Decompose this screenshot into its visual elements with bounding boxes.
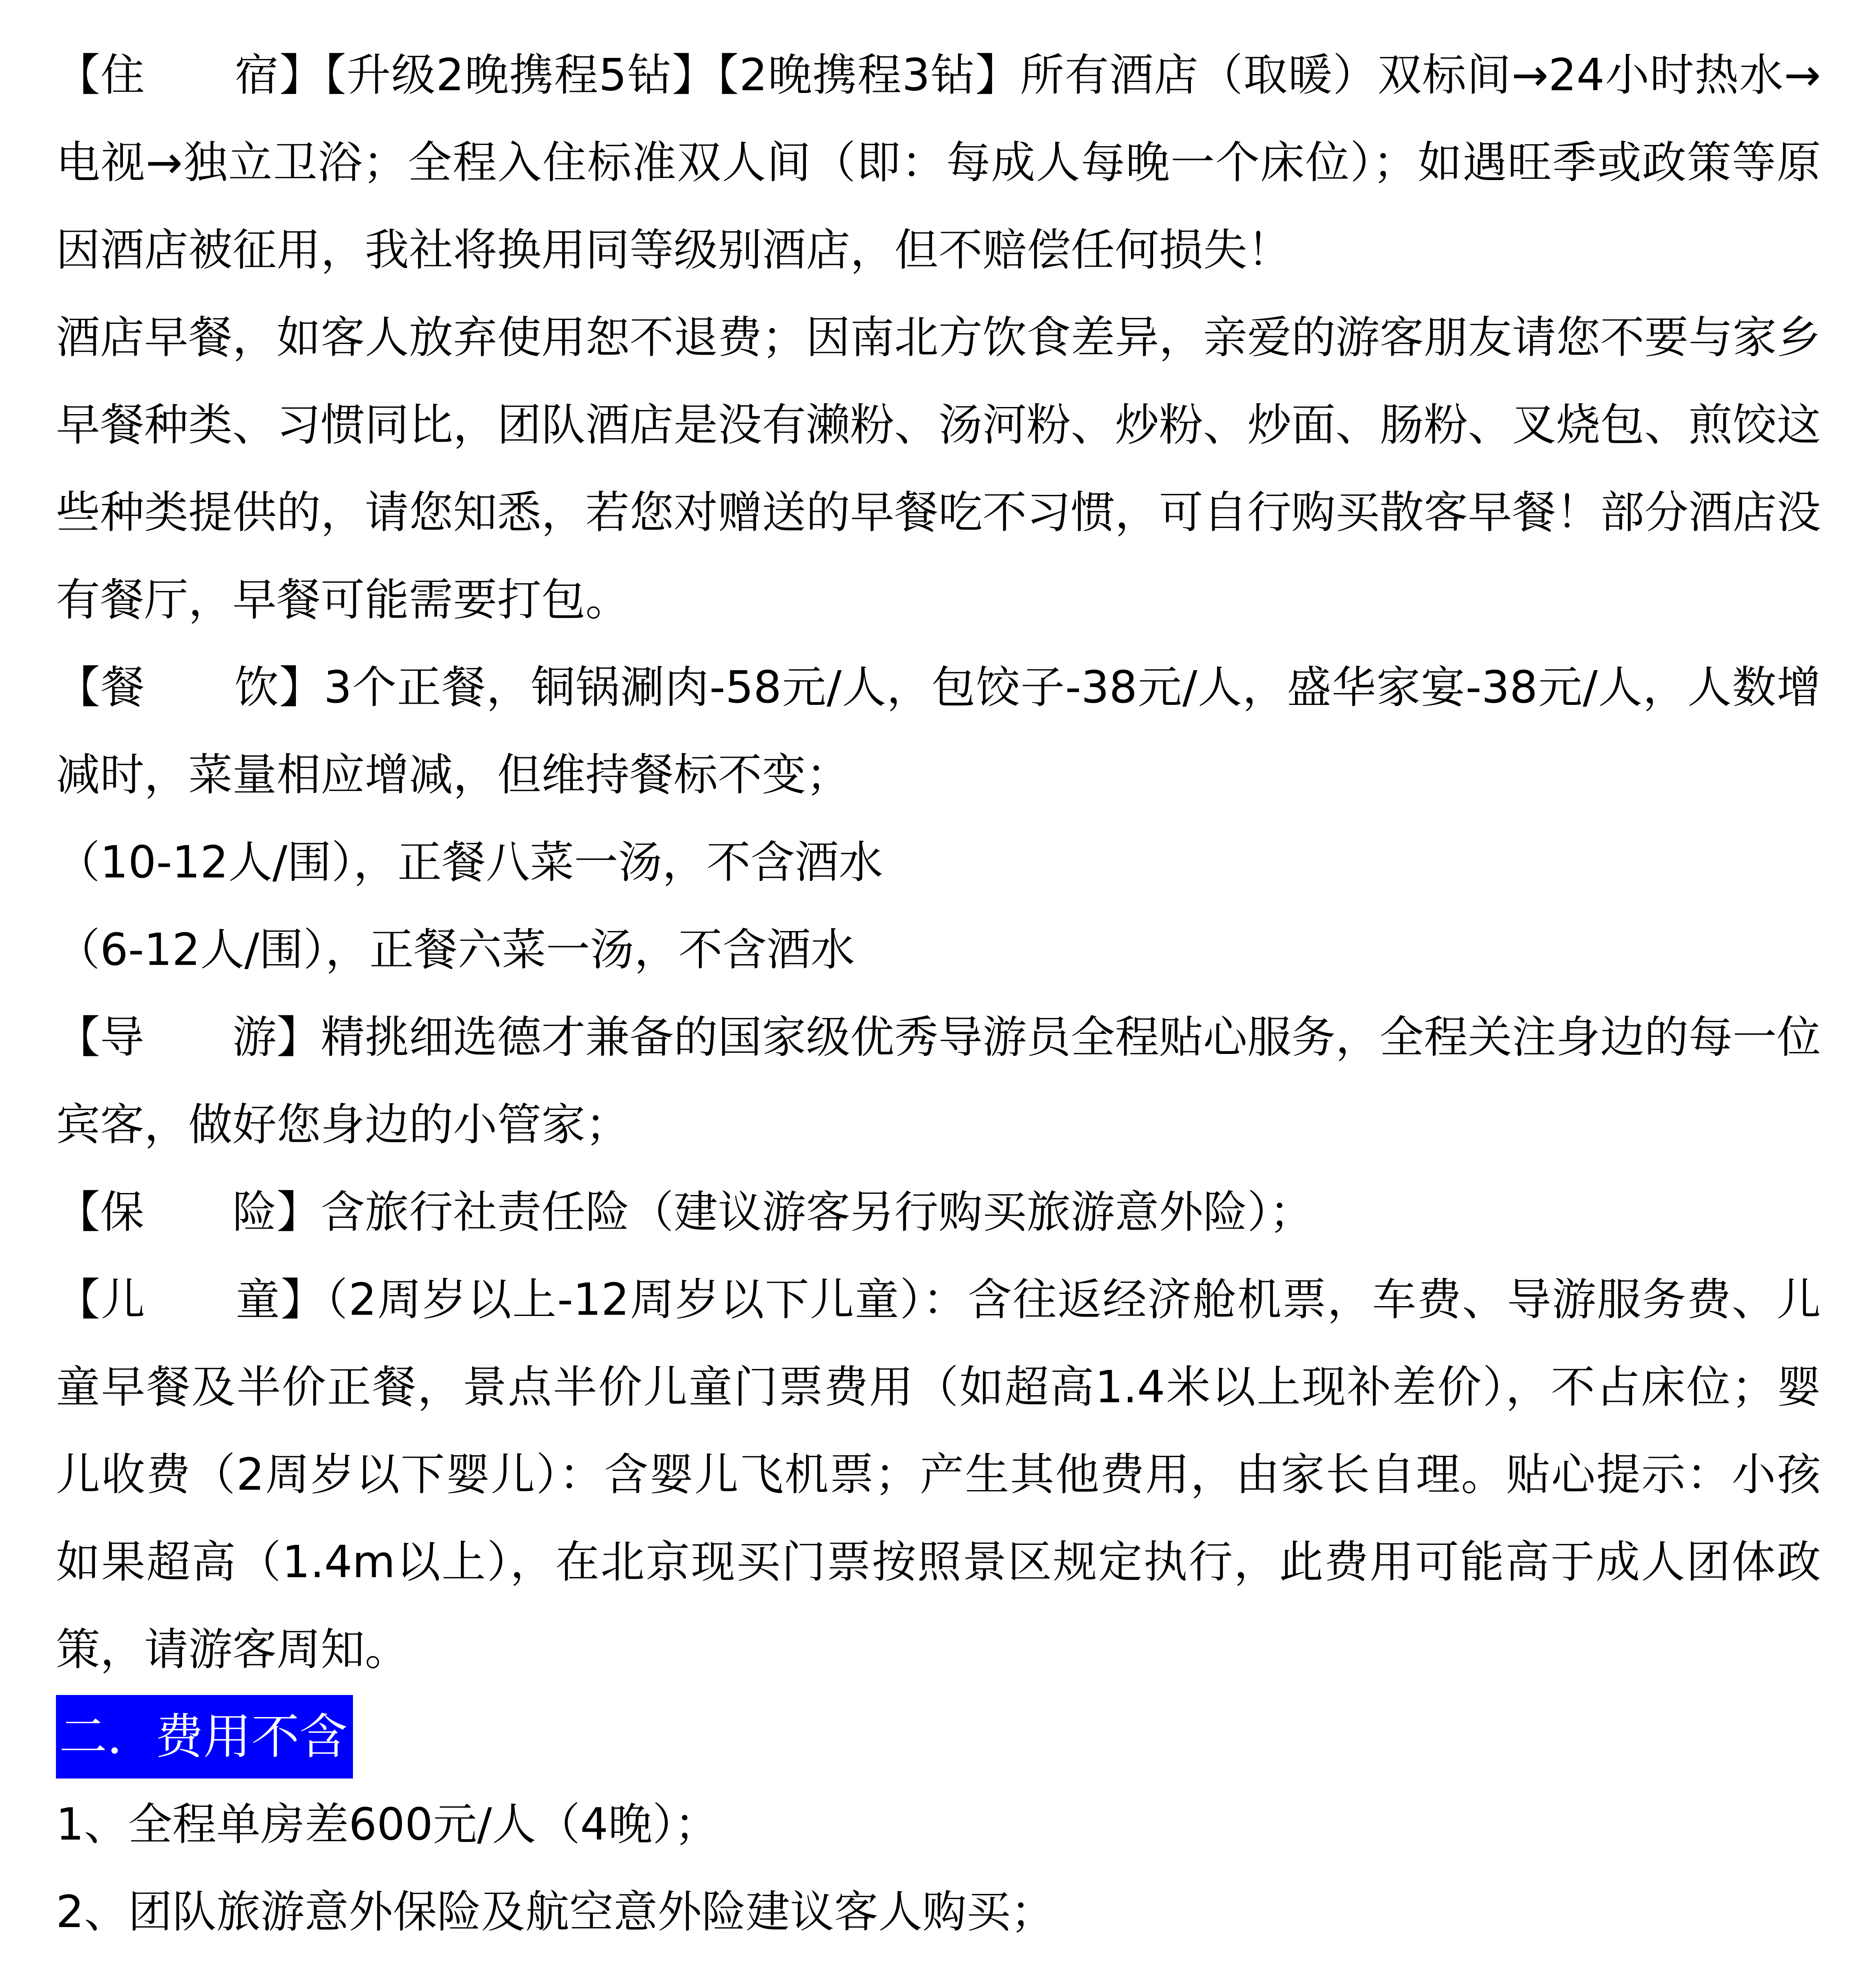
- excluded-heading-row: [56, 1693, 1821, 1781]
- accommodation-paragraph: [56, 32, 1821, 294]
- guide-text: 精挑细选德才兼备的国家级优秀导游员全程贴心服务，全程关注身边的每一位宾客，做好您身边的小管家；: [56, 1012, 1821, 1150]
- meals-table-size-line-2: （6-12人/围），正餐六菜一汤，不含酒水: [56, 924, 855, 976]
- meals-tag: 【餐 饮】: [56, 662, 324, 713]
- guide-paragraph: [56, 994, 1821, 1169]
- meals-text: 3个正餐，铜锅涮肉-58元/人，包饺子-38元/人，盛华家宴-38元/人，人数增减时，菜量相应增减，但维持餐标不变；: [56, 662, 1821, 801]
- accommodation-tag: 【住 宿】: [56, 50, 324, 101]
- breakfast-note: 酒店早餐，如客人放弃使用恕不退费；因南北方饮食差异，亲爱的游客朋友请您不要与家乡早餐种类、习惯同比，团队酒店是没有濑粉、汤河粉、炒粉、炒面、肠粉、叉烧包、煎饺这些种类提供的，请您知悉，若您对赠送的早餐吃不习惯，可自行购买散客早餐！部分酒店没有餐厅，早餐可能需要打包。: [56, 312, 1821, 626]
- children-paragraph: [56, 1256, 1821, 1693]
- excluded-item: 2、团队旅游意外保险及航空意外险建议客人购买；: [56, 1886, 1055, 1938]
- excluded-item: 1、全程单房差600元/人（4晚）；: [56, 1799, 719, 1850]
- included-section: [56, 32, 1821, 1693]
- excluded-item: [56, 1956, 1821, 1970]
- insurance-tag: 【保 险】: [56, 1187, 321, 1238]
- meals-paragraph: [56, 644, 1821, 819]
- meals-table-size-line-1: （10-12人/围），正餐八菜一汤，不含酒水: [56, 837, 883, 888]
- excluded-list: [56, 1781, 1821, 1970]
- insurance-paragraph: [56, 1169, 1821, 1256]
- guide-tag: 【导 游】: [56, 1012, 321, 1063]
- accommodation-text: 【升级2晚携程5钻】【2晚携程3钻】所有酒店（取暖）双标间→24小时热水→电视→独立卫浴；全程入住标准双人间（即：每成人每晚一个床位）；如遇旺季或政策等原因酒店被征用，我社将换用同等级别酒店，但不赔偿任何损失！: [56, 50, 1821, 276]
- children-tag: 【儿 童】: [56, 1274, 326, 1325]
- insurance-text: 含旅行社责任险（建议游客另行购买旅游意外险）；: [321, 1187, 1313, 1238]
- excluded-heading: 二．费用不含: [56, 1695, 353, 1779]
- children-text: （2周岁以上-12周岁以下儿童）：含往返经济舱机票，车费、导游服务费、儿童早餐及半价正餐，景点半价儿童门票费用（如超高1.4米以上现补差价），不占床位；婴儿收费（2周岁以下婴儿）：含婴儿飞机票；产生其他费用，由家长自理。贴心提示：小孩如果超高（1.4m以上），在北京现买门票按照景区规定执行，此费用可能高于成人团体政策，请游客周知。: [56, 1274, 1821, 1675]
